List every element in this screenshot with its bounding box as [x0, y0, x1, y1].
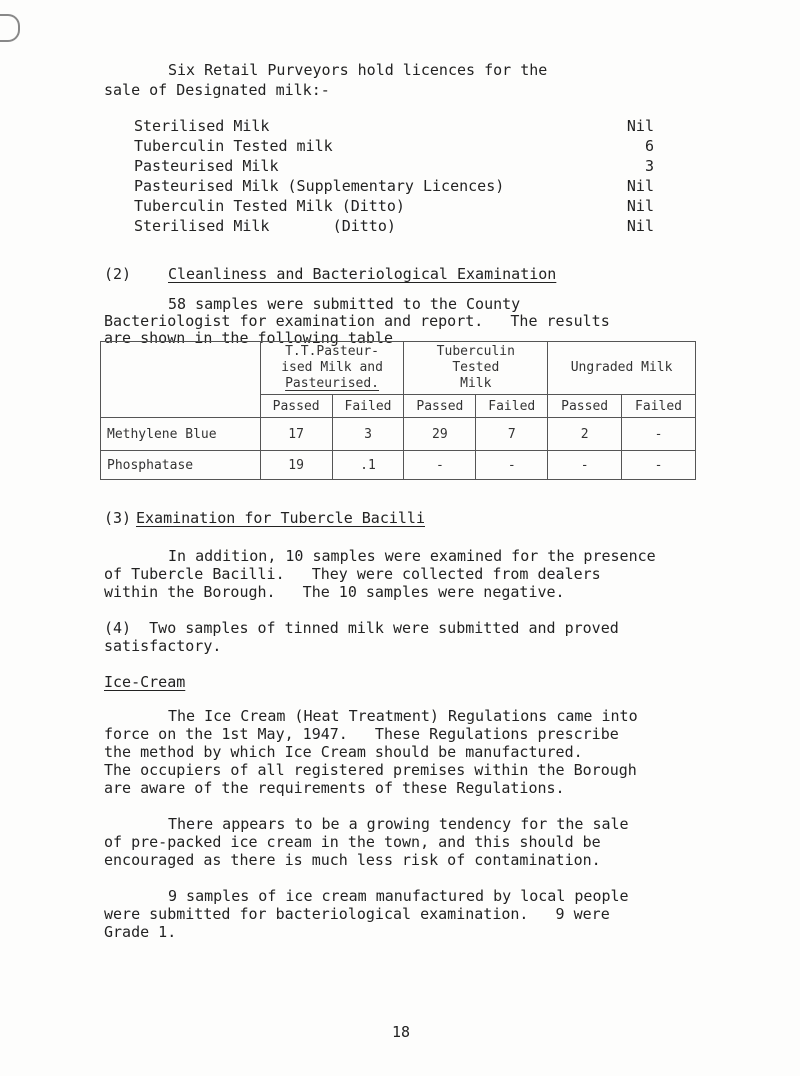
- column-header: Failed: [622, 395, 696, 418]
- column-header: Passed: [260, 395, 332, 418]
- licence-value: Nil: [626, 117, 654, 135]
- section-3-line-3: within the Borough. The 10 samples were negative.: [104, 583, 565, 601]
- column-group-header: [548, 342, 696, 395]
- licence-label: Sterilised Milk (Ditto): [134, 217, 396, 235]
- ice-cream-heading: Ice-Cream: [104, 673, 186, 691]
- licence-value: 3: [644, 157, 654, 175]
- table-header-row: [101, 342, 696, 395]
- section-2-number: (2): [104, 265, 132, 283]
- table-cell: 3: [332, 418, 404, 451]
- page-corner-mark: [0, 14, 20, 42]
- column-header: Failed: [332, 395, 404, 418]
- section-3-line-1: In addition, 10 samples were examined for the presence: [168, 547, 656, 565]
- intro-line-2: sale of Designated milk:-: [104, 81, 330, 99]
- licence-value: Nil: [626, 197, 654, 215]
- table-cell: 29: [404, 418, 476, 451]
- table-corner-cell: [101, 342, 261, 418]
- licence-row: [134, 116, 654, 136]
- section-2-line-1: 58 samples were submitted to the County: [168, 295, 521, 313]
- column-group-line: Pasteurised.: [285, 376, 380, 391]
- table-cell: -: [476, 451, 548, 480]
- column-group-line: Tuberculin: [436, 344, 515, 359]
- table-cell: -: [404, 451, 476, 480]
- column-group-line: Milk: [460, 376, 492, 391]
- ice-cream-para-1-line: force on the 1st May, 1947. These Regulations prescribe: [104, 725, 619, 743]
- ice-cream-para-3-line: were submitted for bacteriological examination. 9 were: [104, 905, 610, 923]
- table-cell: -: [622, 451, 696, 480]
- table-row: [101, 451, 696, 480]
- licence-row: [134, 156, 654, 176]
- column-group-line: ised Milk and: [281, 360, 383, 375]
- column-group-header: [260, 342, 404, 395]
- table-row: [101, 418, 696, 451]
- table-cell: 17: [260, 418, 332, 451]
- intro-line-1: Six Retail Purveyors hold licences for the: [168, 61, 548, 79]
- ice-cream-para-1-line: the method by which Ice Cream should be manufactured.: [104, 743, 583, 761]
- results-table: [100, 341, 696, 480]
- licence-label: Pasteurised Milk (Supplementary Licences): [134, 177, 505, 195]
- ice-cream-para-1-line: are aware of the requirements of these Regulations.: [104, 779, 565, 797]
- ice-cream-para-2-line: There appears to be a growing tendency for the sale: [168, 815, 629, 833]
- ice-cream-para-2-line: of pre-packed ice cream in the town, and this should be: [104, 833, 601, 851]
- licence-label: Sterilised Milk: [134, 117, 270, 135]
- section-2-line-3: are shown in the following table: [104, 329, 393, 347]
- table-cell: -: [548, 451, 622, 480]
- ice-cream-para-3-line: Grade 1.: [104, 923, 177, 941]
- licences-list: [134, 116, 654, 236]
- column-header: Passed: [404, 395, 476, 418]
- licence-value: Nil: [626, 177, 654, 195]
- section-2-line-2: Bacteriologist for examination and report. The results: [104, 312, 610, 330]
- table-cell: .1: [332, 451, 404, 480]
- licence-value: Nil: [626, 217, 654, 235]
- licence-label: Tuberculin Tested milk: [134, 137, 333, 155]
- licence-value: 6: [644, 137, 654, 155]
- table-cell: 7: [476, 418, 548, 451]
- section-4-line-1: (4) Two samples of tinned milk were submitted and proved: [104, 619, 619, 637]
- section-3-line-2: of Tubercle Bacilli. They were collected from dealers: [104, 565, 601, 583]
- section-2-heading: Cleanliness and Bacteriological Examination: [168, 265, 557, 283]
- licence-row: [134, 136, 654, 156]
- section-4-line-2: satisfactory.: [104, 637, 222, 655]
- column-group-header: [404, 342, 548, 395]
- section-3-heading: Examination for Tubercle Bacilli: [136, 509, 425, 527]
- column-group-line: T.T.Pasteur-: [285, 344, 380, 359]
- column-header: Passed: [548, 395, 622, 418]
- licence-row: [134, 176, 654, 196]
- licence-row: [134, 216, 654, 236]
- licence-label: Pasteurised Milk: [134, 157, 279, 175]
- ice-cream-para-3-line: 9 samples of ice cream manufactured by local people: [168, 887, 629, 905]
- page-number: 18: [392, 1023, 411, 1041]
- ice-cream-para-2-line: encouraged as there is much less risk of contamination.: [104, 851, 601, 869]
- ice-cream-para-1-line: The occupiers of all registered premises within the Borough: [104, 761, 637, 779]
- licence-row: [134, 196, 654, 216]
- ice-cream-para-1-line: The Ice Cream (Heat Treatment) Regulations came into: [168, 707, 638, 725]
- licence-label: Tuberculin Tested Milk (Ditto): [134, 197, 405, 215]
- table-cell: 2: [548, 418, 622, 451]
- row-label: Phosphatase: [101, 451, 261, 480]
- column-header: Failed: [476, 395, 548, 418]
- table-cell: 19: [260, 451, 332, 480]
- column-group-line: Tested: [452, 360, 500, 375]
- row-label: Methylene Blue: [101, 418, 261, 451]
- table-cell: -: [622, 418, 696, 451]
- section-3-number: (3): [104, 509, 132, 527]
- column-group-line: Ungraded Milk: [570, 360, 673, 375]
